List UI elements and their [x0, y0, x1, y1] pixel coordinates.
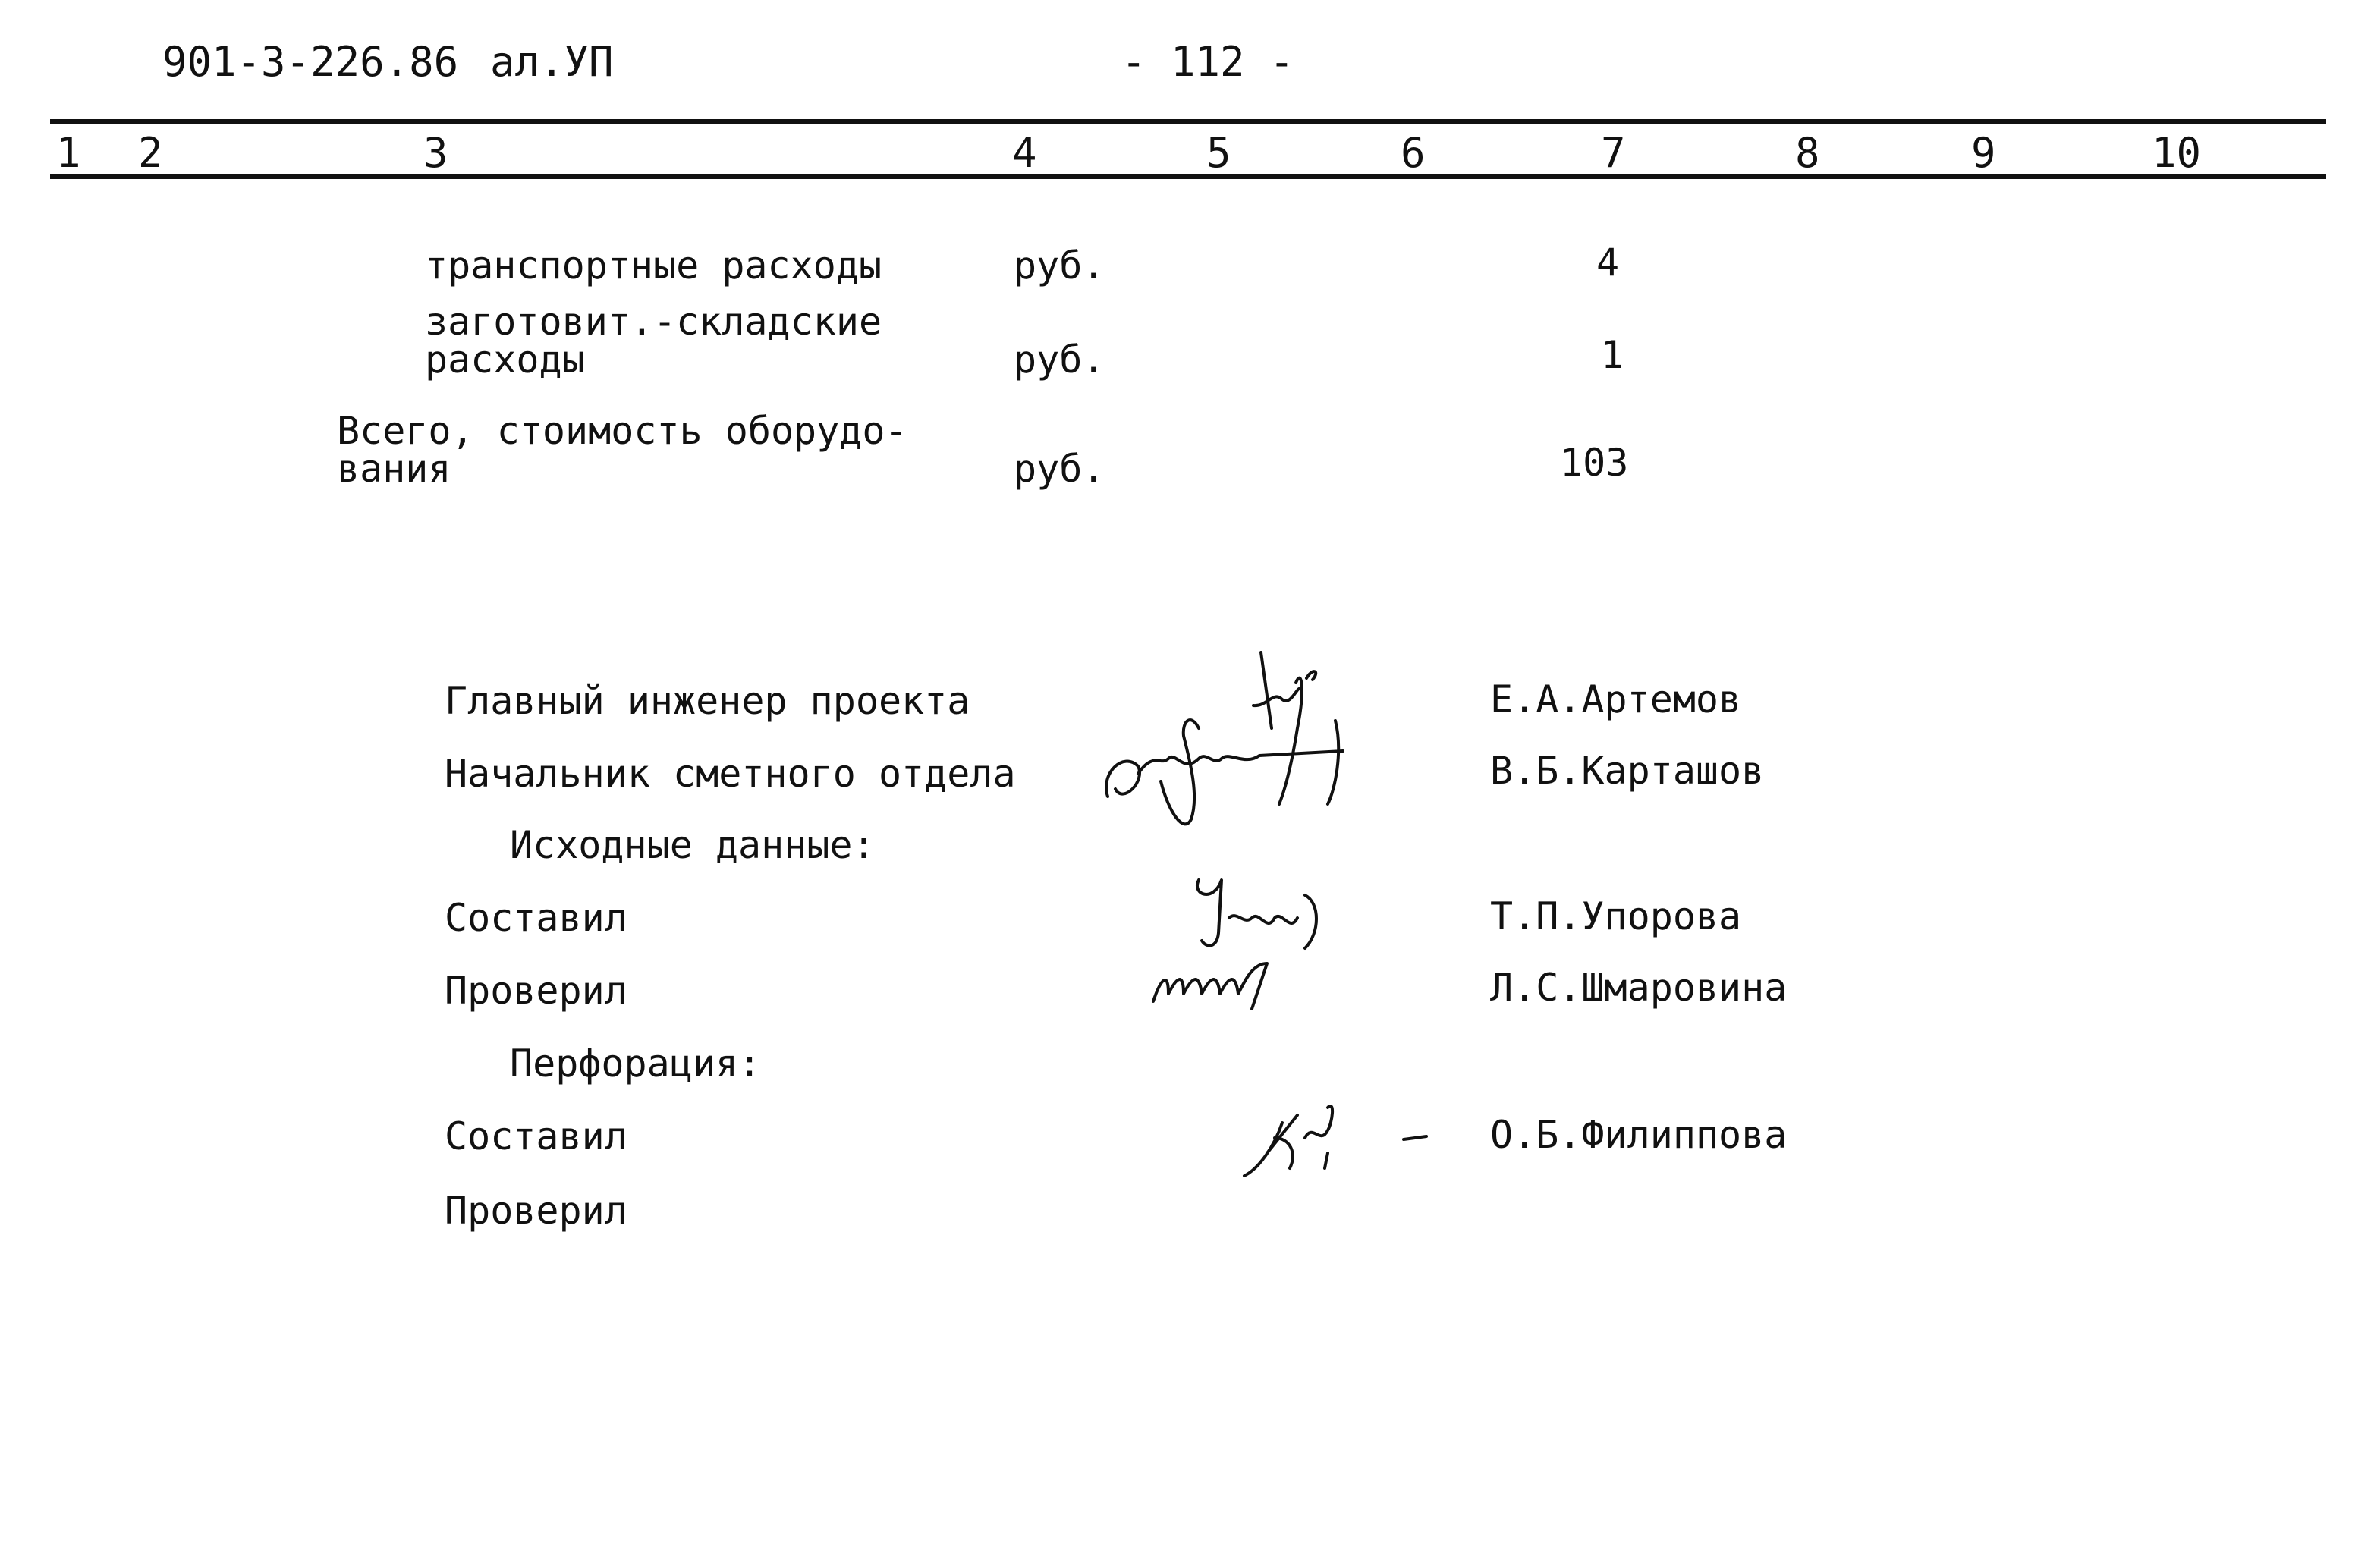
row-name-cont: вания: [337, 447, 451, 491]
column-number-10: 10: [2152, 129, 2202, 177]
signature-source-checked-icon: [1138, 948, 1366, 1017]
column-number-5: 5: [1206, 129, 1231, 177]
name-source-compiled: Т.П.Упорова: [1490, 894, 1742, 938]
sheet-label: ал.УП: [490, 38, 614, 86]
row-name: транспортные расходы: [425, 244, 882, 288]
role-chief-engineer: Главный инженер проекта: [445, 679, 970, 723]
role-source-checked: Проверил: [445, 969, 627, 1013]
column-number-4: 4: [1012, 129, 1037, 177]
row-unit: руб.: [1014, 447, 1105, 491]
role-perf-compiled: Составил: [445, 1114, 627, 1158]
heading-perforation: Перфорация:: [510, 1042, 762, 1086]
heading-source-data: Исходные данные:: [510, 823, 876, 867]
table-top-rule: [50, 119, 2326, 124]
column-number-3: 3: [423, 129, 448, 177]
column-number-1: 1: [56, 129, 81, 177]
column-number-8: 8: [1795, 129, 1820, 177]
name-estimate-head: В.Б.Карташов: [1490, 749, 1765, 793]
name-source-checked: Л.С.Шмаровина: [1490, 966, 1788, 1010]
row-name: Всего, стоимость оборудо-: [337, 409, 908, 453]
row-name-cont: расходы: [425, 338, 585, 382]
signature-perf-compiled-icon: [1229, 1092, 1457, 1191]
role-estimate-head: Начальник сметного отдела: [445, 752, 1016, 796]
row-value: 103: [1560, 441, 1629, 485]
role-perf-checked: Проверил: [445, 1189, 627, 1233]
signature-estimate-head-icon: [1093, 705, 1411, 850]
row-unit: руб.: [1014, 244, 1105, 288]
document-code: 901-3-226.86: [162, 38, 459, 86]
page-number: - 112 -: [1121, 38, 1294, 86]
row-value: 1: [1601, 333, 1624, 377]
role-source-compiled: Составил: [445, 896, 627, 940]
row-unit: руб.: [1014, 338, 1105, 382]
column-number-6: 6: [1401, 129, 1426, 177]
column-number-7: 7: [1601, 129, 1626, 177]
name-chief-engineer: Е.А.Артемов: [1490, 677, 1742, 721]
row-value: 4: [1596, 240, 1620, 284]
column-number-2: 2: [138, 129, 163, 177]
row-name: заготовит.-складские: [425, 300, 882, 344]
name-perf-compiled: О.Б.Филиппова: [1490, 1113, 1788, 1157]
column-number-9: 9: [1971, 129, 1996, 177]
